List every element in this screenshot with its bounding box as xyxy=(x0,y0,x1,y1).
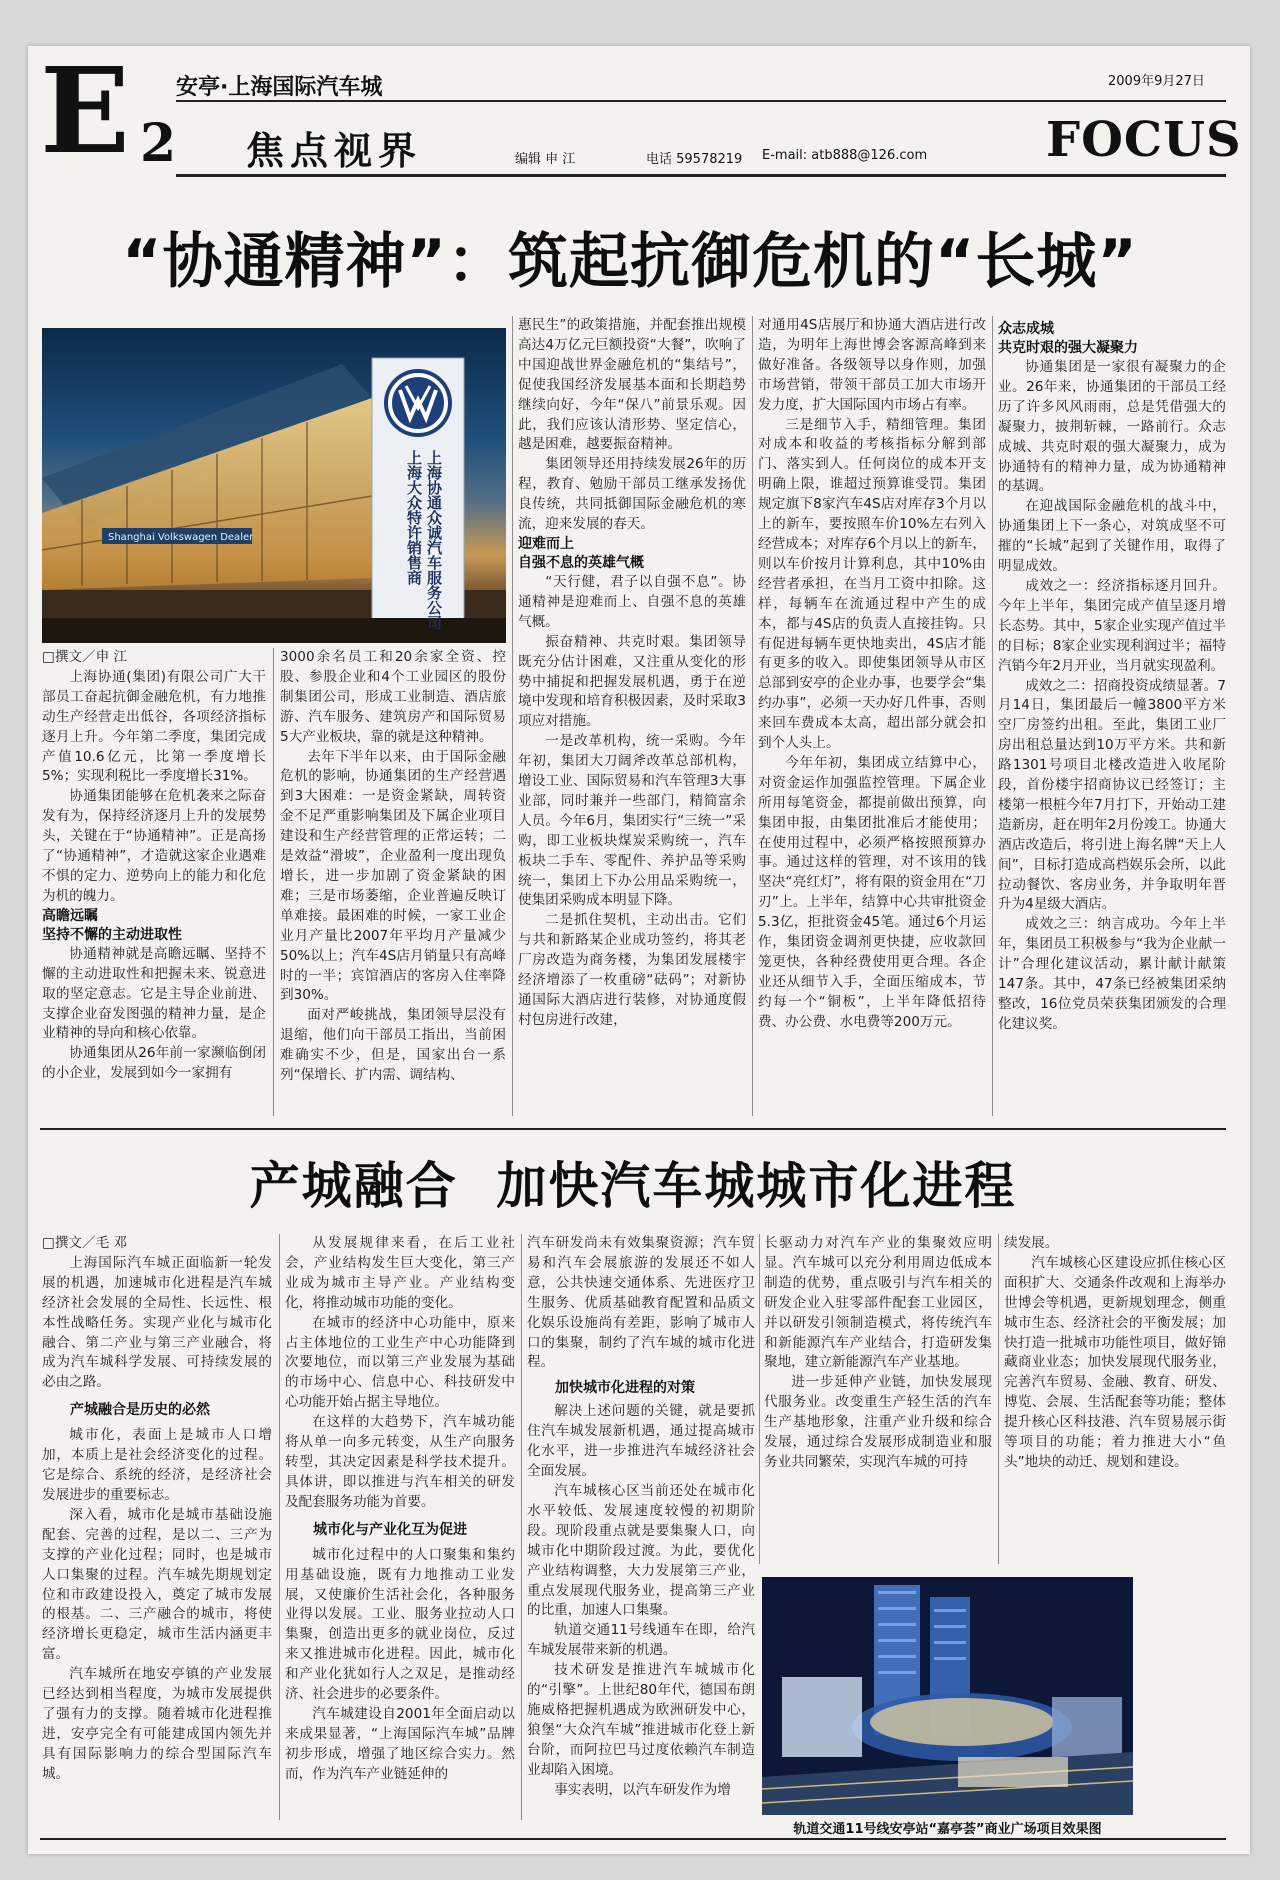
masthead-rule-top xyxy=(176,100,1226,102)
article2-paragraph: 汽车研发尚未有效集聚资源；汽车贸易和汽车会展旅游的发展还不如人意，公共快速交通体系、先进医疗卫生服务、优质基础教育配置和品质文化娱乐设施尚有差距，影响了城市人口的集聚，制约了汽车城的城市化进程。 xyxy=(527,1235,755,1371)
article1-column-1 xyxy=(42,648,266,1084)
article2-paragraph: 汽车城核心区当前还处在城市化水平较低、发展速度较慢的初期阶段。现阶段重点就是要集聚人口，向城市化中期阶段过渡。为此，要优化产业结构调整，大力发展第三产业，重点发展现代服务业，提高第三产业的比重，加速人口集聚。 xyxy=(527,1482,755,1619)
article1-paragraph: 今年年初，集团成立结算中心，对资金运作加强监控管理。下属企业所用每笔资金，都提前做出预算，向集团申报，由集团批准后才能使用；在使用过程中，必须严格按照预算办事。通过这样的管理，对不该用的钱坚决“亮红灯”，将有限的资金用在“刀刃”上。上半年，结算中心共审批资金5.3亿，拒批资金45笔。通过6个月运作，集团资金调剂更快捷，应收款回笼更快，各种经费使用更合理。各企业还从细节入手，全面压缩成本，节约每一个“铜板”，上半年降低招待费、办公费、水电费等200万元。 xyxy=(758,754,986,1030)
article2-paragraph: 长驱动力对汽车产业的集聚效应明显。汽车城可以充分利用周边低成本制造的优势，重点吸引与汽车相关的研发企业入驻零部件配套工业园区，并以研发引领制造模式，将传统汽车和新能源汽车产业结合，打造研发集聚地，建立新能源汽车产业基地。 xyxy=(764,1235,992,1371)
article1-paragraph: 惠民生”的政策措施，并配套推出规模高达4万亿元巨额投资“大餐”，吹响了中国迎战世界金融危机的“集结号”，促使我国经济发展基本面和长期趋势继续向好，今年“保八”前景乐观。因此，我们应该认清形势、坚定信心，越是困难，越要振奋精神。 xyxy=(518,317,746,453)
article2-column-3 xyxy=(527,1234,755,1800)
article2-subheading: 产城融合是历史的必然 xyxy=(70,1402,210,1419)
article2-paragraph: 事实表明，以汽车研发作为增 xyxy=(554,1781,731,1798)
column-rule xyxy=(279,1234,280,1820)
article1-subheading: 自强不息的英雄气概 xyxy=(518,554,644,571)
article1-paragraph: 协通集团能够在危机袭来之际奋发有为，保持经济逐月上升的发展势头，关键在于“协通精神”。正是高扬了“协通精神”，才造就这家企业遇难不惧的定力、逆势向上的能力和化危为机的魄力。 xyxy=(42,788,266,904)
article-divider xyxy=(40,1128,1226,1130)
article1-paragraph: 成效之二：招商投资成绩显著。7月14日，集团最后一幢3800平方米空厂房签约出租。至此，集团工业厂房出租总量达到10万平方米。共和新路1301号项目北楼改造进入收尾阶段，首份楼宇招商协议已经签订；主楼第一根桩今年7月打下，开始动工建造新房，赶在明年2月份竣工。协通大酒店改造后，将引进上海名牌“天上人间”，目标打造成高档娱乐会所，以此拉动餐饮、客房业务，并争取明年晋升为4星级大酒店。 xyxy=(998,677,1226,913)
article2-paragraph: 技术研发是推进汽车城城市化的“引擎”。上世纪80年代，德国布朗施威格把握机遇成为欧洲研发中心，狼堡“大众汽车城”推进城市化登上新台阶，而阿拉巴马过度依赖汽车制造业却陷入困境。 xyxy=(527,1662,755,1778)
svg-text:Shanghai Volkswagen Dealer: Shanghai Volkswagen Dealer xyxy=(108,532,254,543)
article2-paragraph: 上海国际汽车城正面临新一轮发展的机遇，加速城市化进程是汽车城经济社会发展的全局性、长远性、根本性战略任务。实现产业化与城市化融合、第二产业与第三产业融合，将成为汽车城科学发展、可持续发展的必由之路。 xyxy=(42,1254,272,1391)
section-number: 2 xyxy=(140,113,177,174)
article1-subheading: 迎难而上 xyxy=(518,535,574,552)
plaza-rendering-photo xyxy=(762,1577,1133,1815)
column-rule xyxy=(752,316,753,1116)
article2-column-1 xyxy=(42,1234,272,1785)
article1-paragraph: 协通集团从26年前一家濒临倒闭的小企业，发展到如今一家拥有 xyxy=(42,1045,266,1082)
phone-number: 电话 59578219 xyxy=(646,152,743,167)
article1-paragraph: “天行健，君子以自强不息”。协通精神是迎难而上、自强不息的英雄气概。 xyxy=(518,573,746,630)
article1-paragraph: 面对严峻挑战，集团领导层没有退缩，他们向干部员工指出，当前困难确实不少，但是，国家出台一系列“保增长、扩内需、调结构、 xyxy=(280,1007,506,1084)
article2-paragraph: 城市化过程中的人口聚集和集约用基础设施，既有力地推动工业发展，又使廉价生活社会化，各种服务业得以发展。工业、服务业拉动人口集聚，创造出更多的就业岗位，反过来又推进城市化进程。因此，城市化和产业化犹如行人之双足，是推动经济、社会进步的必要条件。 xyxy=(285,1546,515,1703)
article2-column-5 xyxy=(1004,1234,1226,1473)
article2-paragraph: 城市化，表面上是城市人口增加，本质上是社会经济变化的过程。它是综合、系统的经济，是经济社会发展进步的重要标志。 xyxy=(42,1427,272,1503)
article1-headline: “协通精神”：筑起抗御危机的“长城” xyxy=(122,227,1138,297)
article2-paragraph: 在城市的经济中心功能中，原来占主体地位的工业生产中心功能降到次要地位，而以第三产业发展为基础的市场中心、信息中心、科技研发中心功能开始占据主导地位。 xyxy=(285,1314,515,1411)
article2-byline: □撰文／毛 邓 xyxy=(42,1235,128,1251)
article1-column-5 xyxy=(998,316,1226,1035)
article1-column-4 xyxy=(758,316,986,1033)
issue-date: 2009年9月27日 xyxy=(1108,74,1205,89)
column-rule xyxy=(992,316,993,1116)
article1-subheading: 高瞻远瞩 xyxy=(42,907,98,924)
article1-paragraph: 上海协通(集团)有限公司广大干部员工奋起抗御金融危机，有力地推动生产经营走出低谷，各项经济指标逐月上升。今年第二季度，集团完成产值10.6亿元，比第一季度增长5%；实现利税比一季度增长31%。 xyxy=(42,668,266,785)
article2-paragraph: 续发展。 xyxy=(1004,1235,1059,1251)
article1-paragraph: 在迎战国际金融危机的战斗中，协通集团上下一条心，对筑成坚不可摧的“长城”起到了关键作用，取得了明显成效。 xyxy=(998,498,1226,575)
column-rule xyxy=(512,316,513,1116)
article1-paragraph: 三是细节入手，精细管理。集团对成本和收益的考核指标分解到部门、落实到人。任何岗位的成本开支明确上限，谁超过预算谁受罚。集团规定旗下8家汽车4S店对库存3个月以上的新车，要按照车价10%左右列入经营成本；对库存6个月以上的新车，则以车价按月计算利息，其中10%由经营者承担，在当月工资中扣除。这样，每辆车在流通过程中产生的成本，都与4S店的负责人直接挂钩。只有促进每辆车更快地卖出，4S店才能有更多的收入。即使集团领导从市区总部到安亭的企业办事，也要学会“集约办事”，必须一天办好几件事，否则来回车费成本太高，超出部分就会扣到个人头上。 xyxy=(758,416,986,752)
article1-paragraph: 协通精神就是高瞻远瞩、坚持不懈的主动进取性和把握未来、锐意进取的坚定意志。它是主导企业前进、支撑企业奋发图强的精神力量，是企业精神的导向和核心依靠。 xyxy=(42,945,266,1042)
article2-column-4 xyxy=(764,1234,992,1473)
article1-subheading: 众志成城 xyxy=(998,321,1054,337)
article1-paragraph: 集团领导还用持续发展26年的历程，教育、勉励干部员工继承发扬优良传统，共同抵御国际金融危机的寒流，迎来发展的春天。 xyxy=(518,456,746,533)
article1-column-2 xyxy=(280,648,506,1086)
article2-paragraph: 汽车城核心区建设应抓住核心区面积扩大、交通条件改观和上海举办世博会等机遇，更新规划理念，侧重城市生态、经济社会的平衡发展；加快打造一批城市功能性项目，做好锦藏商业业态；加快发展现代服务业，完善汽车贸易、金融、教育、研发、博览、会展、生活配套等功能；整体提升核心区科技港、汽车贸易展示街等项目的功能；着力推进大小“鱼头”地块的动迁、规划和建设。 xyxy=(1004,1254,1226,1470)
plaza-rendering-art xyxy=(762,1577,1133,1815)
bottom-rule xyxy=(40,1838,1226,1840)
column-rule xyxy=(521,1234,522,1820)
article1-paragraph: 成效之三：纳言成功。今年上半年，集团员工积极参与“我为企业献一计”合理化建议活动，累计献计献策147条。其中，47条已经被集团采纳整改，16位党员荣获集团颁发的合理化建议奖。 xyxy=(998,916,1226,1032)
plaza-rendering-caption: 轨道交通11号线安亭站“嘉亭荟”商业广场项目效果图 xyxy=(793,1822,1102,1837)
article1-paragraph: 3000余名员工和20余家全资、控股、参股企业和4个工业园区的股份制集团公司，形成工业制造、酒店旅游、汽车服务、建筑房产和国际贸易5大产业板块，靠的就是这种精神。 xyxy=(280,649,506,745)
article2-paragraph: 汽车城建设自2001年全面启动以来成果显著，“上海国际汽车城”品牌初步形成，增强了地区综合实力。然而，作为汽车产业链延伸的 xyxy=(285,1705,515,1782)
article2-subheading: 加快城市化进程的对策 xyxy=(555,1380,695,1397)
article1-paragraph: 一是改革机构，统一采购。今年年初，集团大刀阔斧改革总部机构，增设工业、国际贸易和汽车管理3大事业部，同时兼并一些部门，精简富余人员。今年6月，集团实行“三统一”采购，即工业板块煤炭采购统一，汽车板块二手车、零配件、养护品等采购统一，集团上下办公用品采购统一，使集团采购成本明显下降。 xyxy=(518,733,746,909)
publisher-name: 安亭·上海国际汽车城 xyxy=(176,75,383,100)
article2-paragraph: 深入看，城市化是城市基础设施配套、完善的过程，是以二、三产为支撑的产业化过程；同时，也是城市人口集聚的过程。汽车城先期规划定位和市政建设投入，奠定了城市发展的根基。二、三产融合的城市，将使经济增长更稳定，城市生活内涵更丰富。 xyxy=(42,1506,272,1663)
article2-subheading: 城市化与产业化互为促进 xyxy=(313,1521,467,1538)
column-rule xyxy=(759,1234,760,1564)
masthead-rule-bottom xyxy=(176,174,1226,177)
article2-column-2 xyxy=(285,1234,515,1785)
article1-paragraph: 振奋精神、共克时艰。集团领导既充分估计困难，又注重从变化的形势中捕捉和把握发展机遇，勇于在逆境中发现和培育积极因素，及时采取3项应对措施。 xyxy=(518,633,746,730)
article1-paragraph: 协通集团是一家很有凝聚力的企业。26年来，协通集团的干部员工经历了许多风风雨雨，总是凭借强大的凝聚力，披荆斩棘，一路前行。众志成城、共克时艰的强大凝聚力，成为协通特有的精神力量，成为协通精神的基调。 xyxy=(998,359,1226,495)
article1-subheading: 坚持不懈的主动进取性 xyxy=(42,926,182,943)
article2-paragraph: 从发展规律来看，在后工业社会，产业结构发生巨大变化，第三产业成为城市主导产业。产业结构变化，将推动城市功能的变化。 xyxy=(285,1235,515,1311)
article1-paragraph: 对通用4S店展厅和协通大酒店进行改造，为明年上海世博会客源高峰到来做好准备。各级领导以身作则，加强市场营销，带领干部员工加大市场开发力度，扩大国际国内市场占有率。 xyxy=(758,317,986,413)
article1-paragraph: 二是抓住契机，主动出击。它们与共和新路某企业成功签约，将其老厂房改造为商务楼，为集团发展楼宇经济增添了一枚重磅“砝码”；对新协通国际大酒店进行装修，对协通度假村包房进行改建， xyxy=(518,912,746,1028)
dealership-photo xyxy=(42,328,506,643)
dealership-sign-text: 上海协通众诚汽车服务公司 上海大众特许销售商 xyxy=(405,450,443,630)
article1-paragraph: 成效之一：经济指标逐月回升。今年上半年，集团完成产值呈逐月增长态势。其中，5家企业实现产值过半的目标；8家企业实现利润过半；福特汽销今年2月开业，当月就实现盈利。 xyxy=(998,577,1226,674)
article2-paragraph: 进一步延伸产业链，加快发展现代服务业。改变重生产轻生活的汽车生产基地形象，注重产业升级和综合发展，通过综合发展形成制造业和服务业共同繁荣，实现汽车城的可持 xyxy=(764,1374,992,1470)
article2-paragraph: 在这样的大趋势下，汽车城功能将从单一向多元转变，从生产向服务转型，其决定因素是科学技术提升。具体讲，即以推进与汽车相关的研发及配套服务功能为首要。 xyxy=(285,1414,515,1510)
section-letter: E xyxy=(40,41,130,180)
column-rule xyxy=(273,648,274,1116)
article1-byline: □撰文／申 江 xyxy=(42,649,128,665)
article2-paragraph: 汽车城所在地安亭镇的产业发展已经达到相当程度，为城市发展提供了强有力的支撑。随着城市化进程推进，安亭完全有可能建成国内领先并具有国际影响力的综合型国际汽车城。 xyxy=(42,1666,272,1782)
email-address: E-mail: atb888@126.com xyxy=(762,148,928,163)
article2-headline: 产城融合 加快汽车城城市化进程 xyxy=(249,1156,1017,1215)
editor-credit: 编辑 申 江 xyxy=(515,152,576,167)
column-rule xyxy=(998,1234,999,1564)
article2-paragraph: 轨道交通11号线通车在即，给汽车城发展带来新的机遇。 xyxy=(527,1622,755,1659)
focus-label: FOCUS xyxy=(1046,112,1242,168)
article1-subheading: 共克时艰的强大凝聚力 xyxy=(998,340,1138,356)
article2-paragraph: 解决上述问题的关键，就是要抓住汽车城发展新机遇，通过提高城市化水平，进一步推进汽车城经济社会全面发展。 xyxy=(527,1403,755,1480)
article1-paragraph: 去年下半年以来，由于国际金融危机的影响，协通集团的生产经营遇到3大困难：一是资金紧缺，周转资金不足严重影响集团及下属企业项目建设和生产经营管理的正常运转；二是效益“滑坡”，企业盈利一度出现负增长，进一步加剧了资金紧缺的困难；三是市场萎缩，企业普遍反映订单难接。最困难的时候，一家工业企业月产量比2007年平均月产量减少50%以上；汽车4S店月销量只有高峰时的一半；宾馆酒店的客房入住率降到30%。 xyxy=(280,748,506,1004)
section-name: 焦点视界 xyxy=(246,128,423,173)
article1-column-3 xyxy=(518,316,746,1031)
